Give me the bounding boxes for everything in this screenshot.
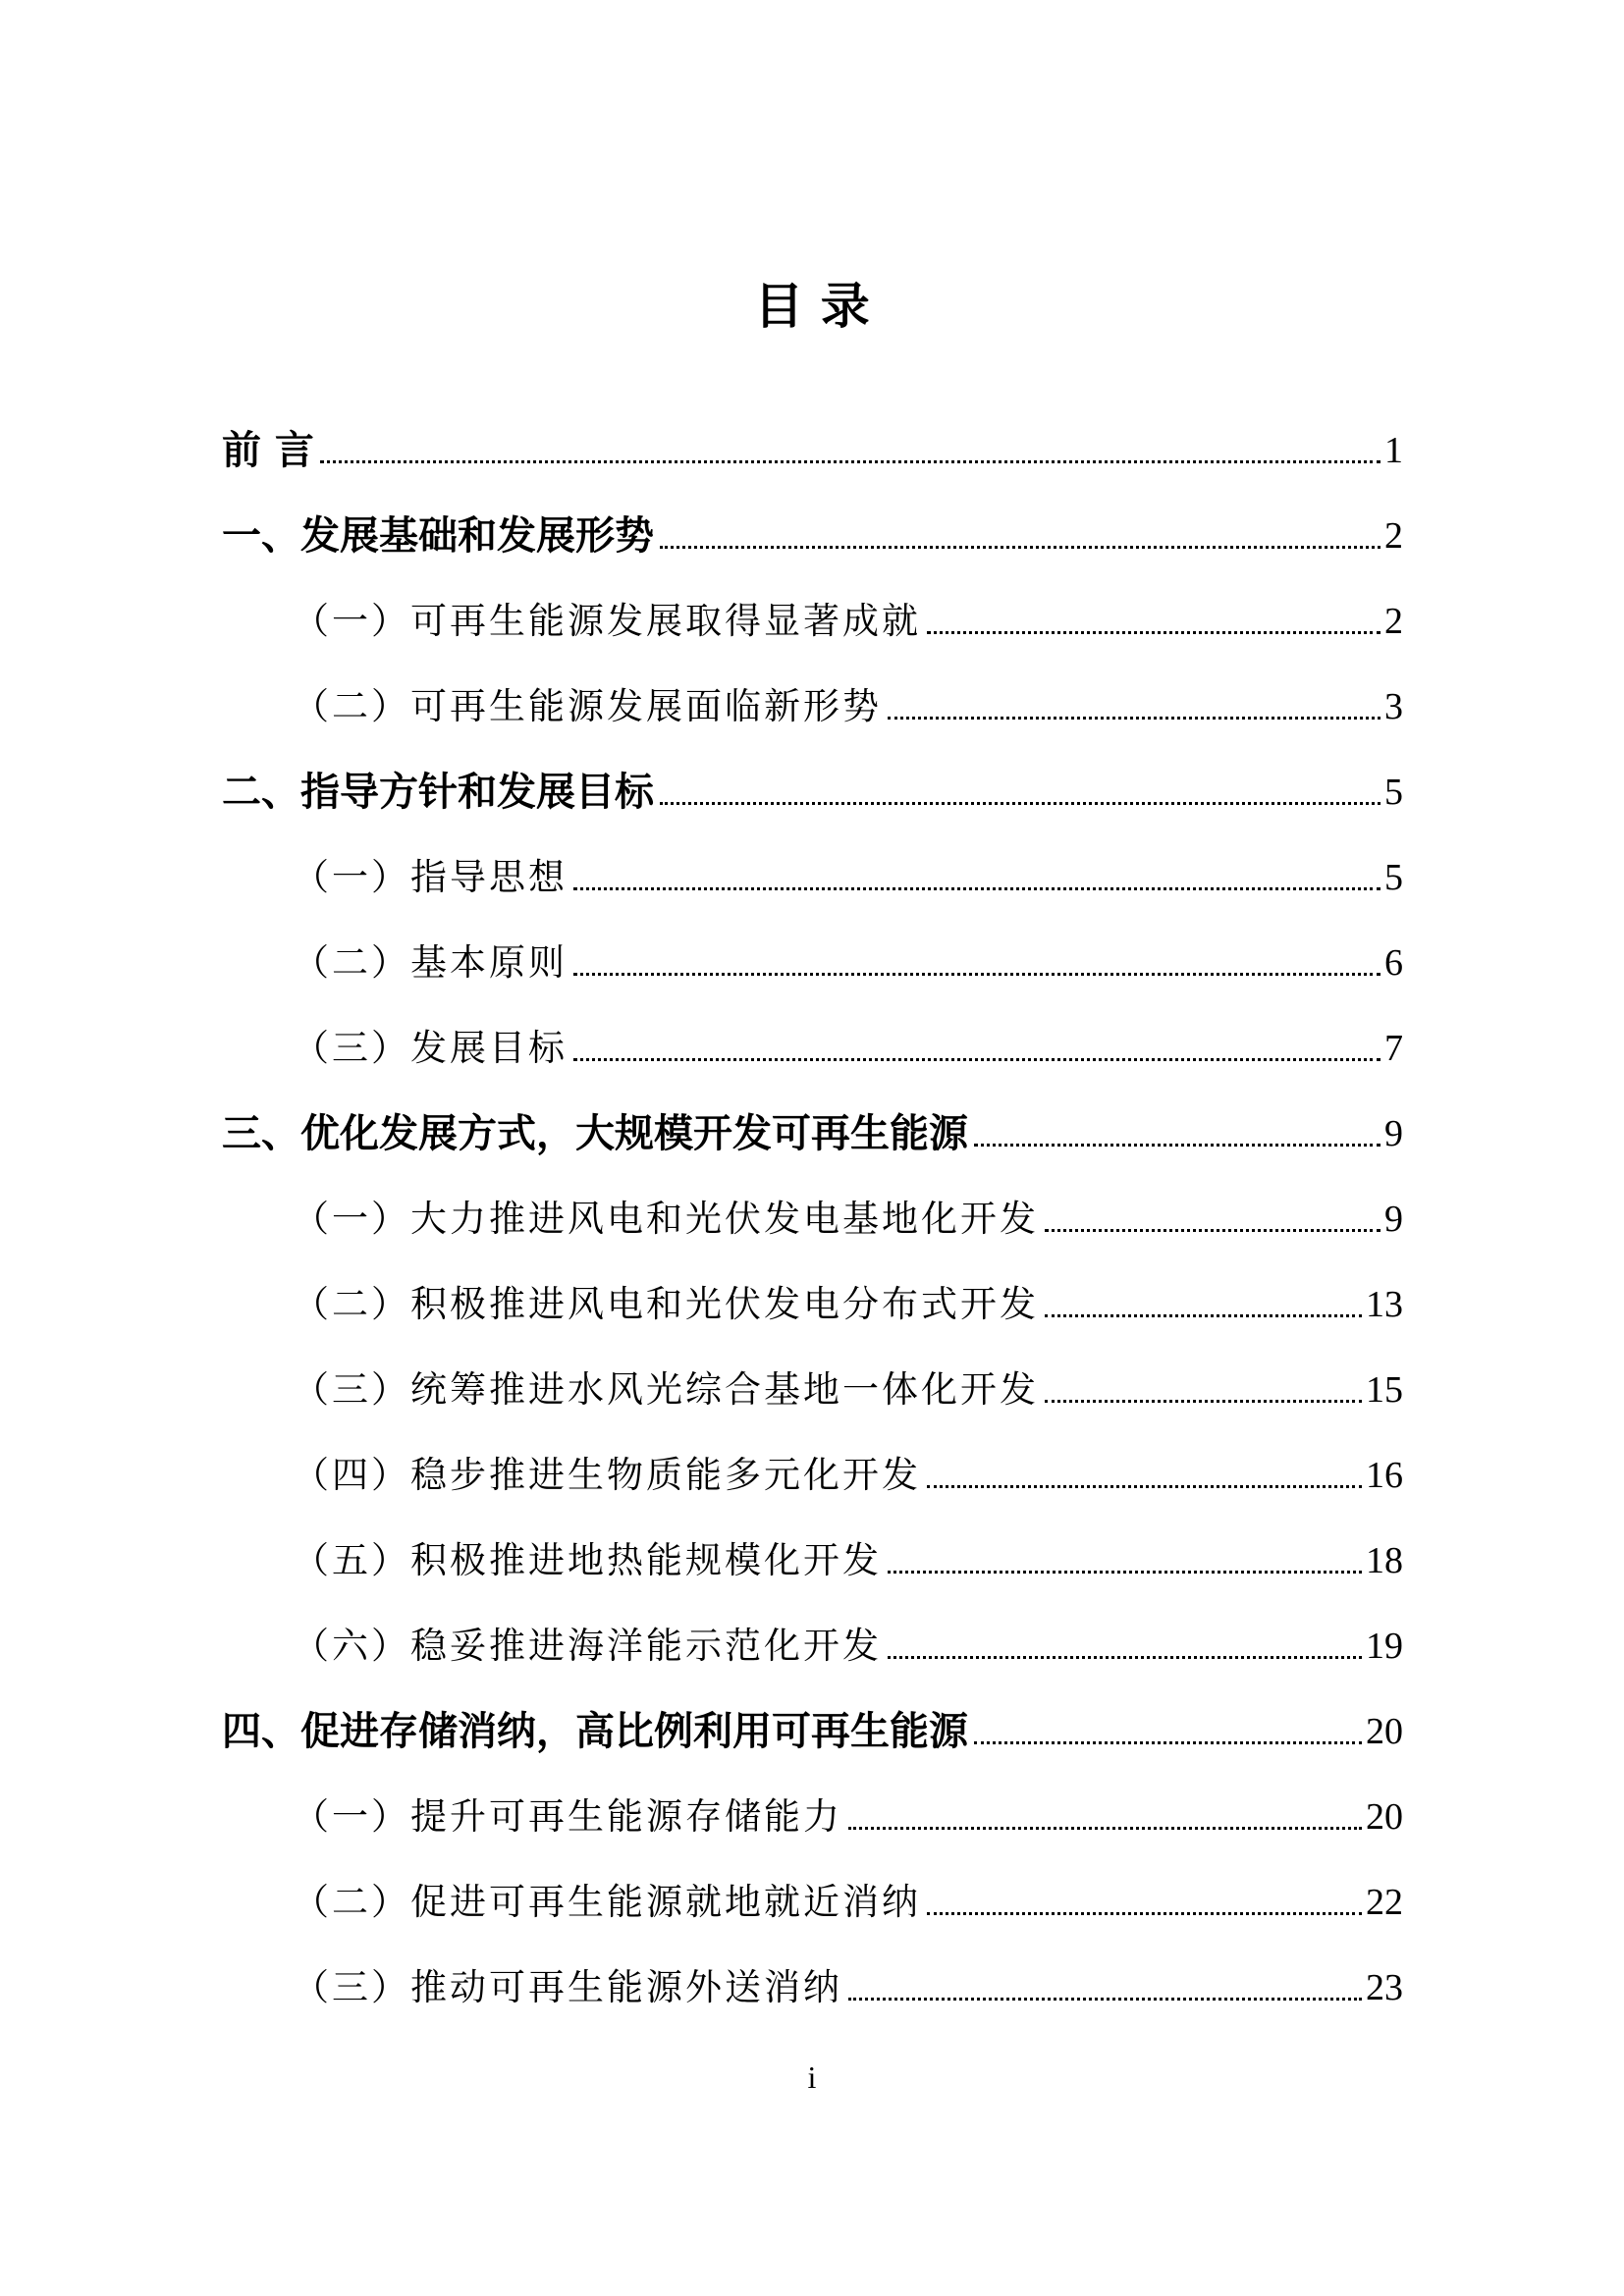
toc-entry-page: 19 — [1366, 1626, 1403, 1667]
toc-entry[interactable] — [0, 1498, 1624, 1583]
dot-leader — [1045, 1398, 1362, 1403]
dot-leader — [927, 1483, 1362, 1488]
toc-entry-title: （二）促进可再生能源就地就近消纳 — [293, 1881, 921, 1923]
toc-entry-page: 15 — [1366, 1369, 1403, 1411]
toc-entry-page: 1 — [1384, 430, 1403, 471]
dot-leader — [927, 1910, 1362, 1915]
toc-entry[interactable] — [0, 815, 1624, 900]
toc-entry-page: 16 — [1366, 1455, 1403, 1496]
toc-entry-title: 四、促进存储消纳，高比例利用可再生能源 — [222, 1709, 968, 1754]
toc-entry-title: （五）积极推进地热能规模化开发 — [293, 1539, 882, 1581]
toc-entry-title: （三）统筹推进水风光综合基地一体化开发 — [293, 1368, 1039, 1411]
toc-entry[interactable] — [0, 1583, 1624, 1669]
toc-entry-page: 23 — [1366, 1967, 1403, 2008]
dot-leader — [573, 971, 1380, 976]
toc-entry-title: （三）推动可再生能源外送消纳 — [293, 1966, 842, 2008]
dot-leader — [888, 1569, 1362, 1574]
toc-entry[interactable] — [0, 388, 1624, 473]
toc-entry-title: （二）可再生能源发展面临新形势 — [293, 685, 882, 727]
dot-leader — [573, 885, 1380, 890]
toc-entry-page: 2 — [1384, 601, 1403, 642]
dot-leader — [573, 1056, 1380, 1061]
toc-entry[interactable] — [0, 1754, 1624, 1840]
toc-entry-page: 20 — [1366, 1711, 1403, 1752]
page-number: i — [807, 2059, 817, 2095]
toc-entry-page: 9 — [1384, 1113, 1403, 1154]
toc-entry[interactable] — [0, 900, 1624, 986]
toc-entry-title: （一）提升可再生能源存储能力 — [293, 1795, 842, 1838]
toc-entry-page: 9 — [1384, 1199, 1403, 1240]
toc-entry[interactable] — [0, 644, 1624, 729]
toc-entry-page: 13 — [1366, 1284, 1403, 1325]
dot-leader — [927, 629, 1380, 634]
toc-entry[interactable] — [0, 1071, 1624, 1156]
toc-entry[interactable] — [0, 559, 1624, 644]
toc-entry-page: 7 — [1384, 1028, 1403, 1069]
toc-entry[interactable] — [0, 729, 1624, 815]
dot-leader — [974, 1142, 1380, 1147]
toc-entry-page: 6 — [1384, 942, 1403, 984]
dot-leader — [660, 800, 1380, 805]
toc-entry[interactable] — [0, 1925, 1624, 2010]
table-of-contents — [0, 388, 1624, 2010]
dot-leader — [888, 1654, 1362, 1659]
dot-leader — [974, 1739, 1362, 1744]
dot-leader — [1045, 1227, 1380, 1232]
toc-entry[interactable] — [0, 1413, 1624, 1498]
toc-entry[interactable] — [0, 1669, 1624, 1754]
toc-entry-page: 20 — [1366, 1796, 1403, 1838]
toc-entry-page: 5 — [1384, 772, 1403, 813]
toc-entry[interactable] — [0, 1840, 1624, 1925]
toc-entry-title: 前 言 — [222, 428, 314, 473]
toc-entry[interactable] — [0, 1327, 1624, 1413]
dot-leader — [1045, 1312, 1362, 1317]
toc-entry-title: （六）稳妥推进海洋能示范化开发 — [293, 1625, 882, 1667]
toc-entry-title: （一）指导思想 — [293, 856, 568, 898]
dot-leader — [848, 1825, 1362, 1830]
toc-entry-page: 18 — [1366, 1540, 1403, 1581]
dot-leader — [888, 715, 1380, 720]
toc-entry-title: （一）大力推进风电和光伏发电基地化开发 — [293, 1198, 1039, 1240]
toc-heading: 目 录 — [754, 278, 870, 335]
toc-entry[interactable] — [0, 1156, 1624, 1242]
toc-entry-title: （三）发展目标 — [293, 1027, 568, 1069]
toc-entry-page: 3 — [1384, 686, 1403, 727]
dot-leader — [660, 544, 1380, 549]
dot-leader — [320, 458, 1380, 463]
toc-entry-title: （一）可再生能源发展取得显著成就 — [293, 600, 921, 642]
toc-entry[interactable] — [0, 1242, 1624, 1327]
toc-entry[interactable] — [0, 473, 1624, 559]
toc-entry[interactable] — [0, 986, 1624, 1071]
toc-entry-title: （二）基本原则 — [293, 941, 568, 984]
toc-entry-page: 22 — [1366, 1882, 1403, 1923]
toc-entry-title: 三、优化发展方式，大规模开发可再生能源 — [222, 1111, 968, 1156]
toc-entry-title: 二、指导方针和发展目标 — [222, 770, 654, 815]
toc-entry-title: （四）稳步推进生物质能多元化开发 — [293, 1454, 921, 1496]
toc-entry-page: 2 — [1384, 515, 1403, 557]
dot-leader — [848, 1996, 1362, 2001]
toc-entry-title: （二）积极推进风电和光伏发电分布式开发 — [293, 1283, 1039, 1325]
toc-entry-title: 一、发展基础和发展形势 — [222, 513, 654, 559]
toc-entry-page: 5 — [1384, 857, 1403, 898]
